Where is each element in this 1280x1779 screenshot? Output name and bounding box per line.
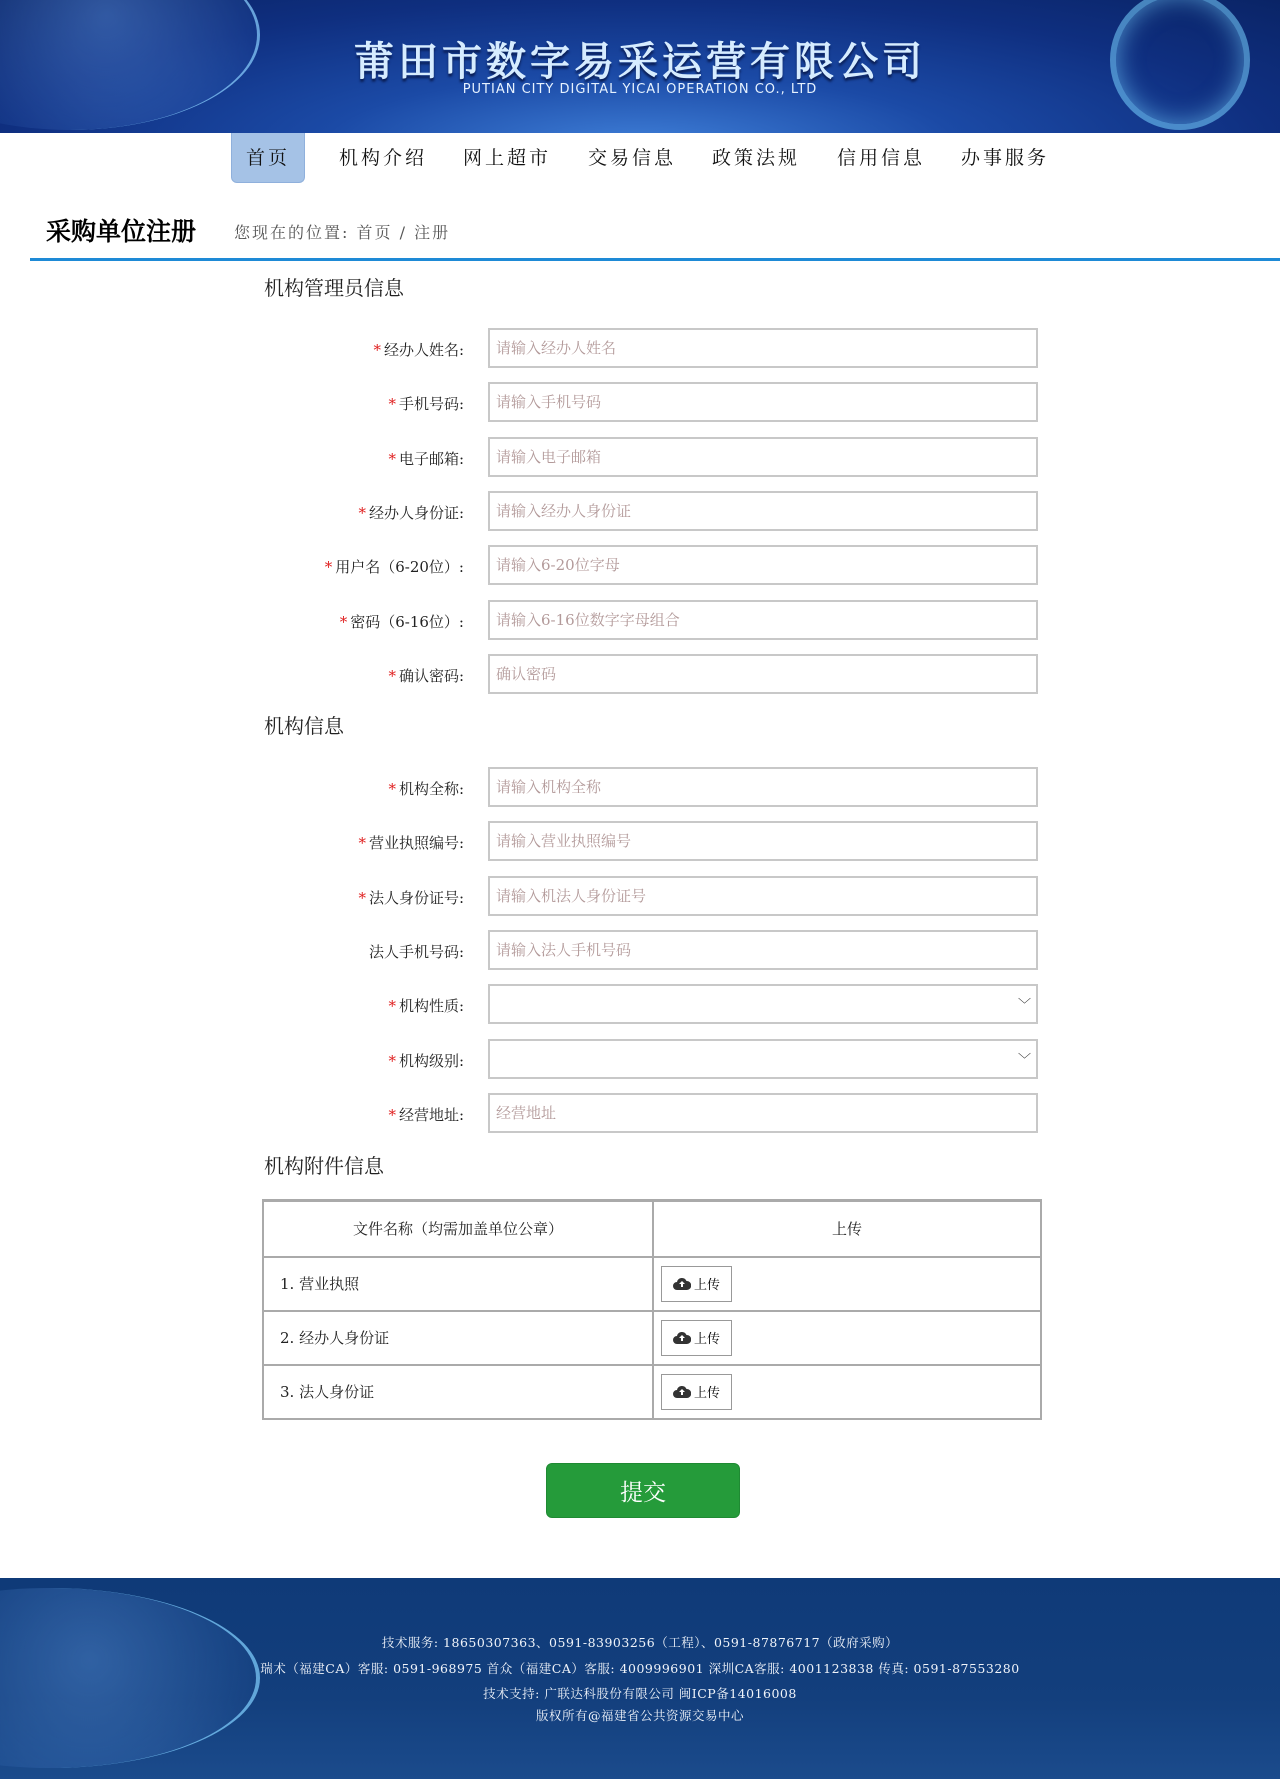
table-row [263,1311,1041,1365]
breadcrumb-path[interactable]: 首页 / 注册 [356,223,451,242]
nav-services[interactable]: 办事服务 [960,147,1049,169]
file-name: 2. 经办人身份证 [263,1311,653,1365]
page-title: 采购单位注册 [46,217,197,246]
input-placeholder: 请输入经办人姓名 [496,339,617,357]
upload-label: 上传 [694,1332,721,1347]
input-placeholder: 请输入6-16位数字字母组合 [496,611,680,629]
field-label-text: 法人手机号码: [368,943,464,961]
required-asterisk: * [388,667,396,685]
field-label-text: 经办人姓名: [383,341,464,359]
text-input[interactable] [488,876,1038,916]
table-header-row [263,1201,1041,1257]
company-subtitle: PUTIAN CITY DIGITAL YICAI OPERATION CO., LTD [462,82,818,97]
field-label [369,941,464,962]
nav-home[interactable]: 首页 [231,133,305,183]
required-asterisk: * [388,450,396,468]
required-asterisk: * [388,780,396,798]
footer [0,1578,1280,1779]
header-banner [0,0,1280,133]
field-label-text: 机构全称: [398,780,464,798]
footer-copyright: 版权所有@福建省公共资源交易中心 [535,1708,744,1723]
upload-label: 上传 [694,1386,721,1401]
attachments-table [262,1199,1042,1420]
field-label [388,995,464,1016]
input-placeholder: 请输入机法人身份证号 [496,887,647,905]
company-title: 莆田市数字易采运营有限公司 [354,39,926,85]
footer-tech-service: 技术服务: 18650307363、0591-83903256（工程）、0591-87876717（政府采购） [381,1635,899,1650]
title-divider [30,258,1280,261]
section-org-title: 机构信息 [264,714,344,738]
nav-supermarket[interactable]: 网上超市 [462,147,551,169]
nav-about[interactable]: 机构介绍 [338,147,427,169]
input-placeholder: 请输入法人手机号码 [496,941,632,959]
field-label-text: 经办人身份证: [368,504,464,522]
text-input[interactable] [488,491,1038,531]
input-placeholder: 请输入手机号码 [496,393,602,411]
field-label [373,339,464,360]
text-input[interactable] [488,654,1038,694]
field-label-text: 用户名（6-20位）: [335,558,464,576]
upload-button[interactable] [661,1374,732,1410]
field-label [388,778,464,799]
field-label [388,393,464,414]
required-asterisk: * [358,889,366,907]
nav-policy[interactable]: 政策法规 [711,147,800,169]
field-label-text: 确认密码: [398,667,464,685]
field-label [388,448,464,469]
text-input[interactable] [488,930,1038,970]
select-field[interactable] [488,1039,1038,1079]
main-nav [0,133,1280,185]
nav-credit[interactable]: 信用信息 [836,147,925,169]
required-asterisk: * [339,613,348,631]
input-placeholder: 确认密码 [496,665,557,683]
input-placeholder: 请输入6-20位字母 [496,556,620,574]
breadcrumb [234,220,450,243]
field-label [388,665,464,686]
cloud-upload-icon [673,1385,691,1399]
required-asterisk: * [388,997,396,1015]
required-asterisk: * [358,504,366,522]
footer-tech-support: 技术支持: 广联达科股份有限公司 闽ICP备14016008 [483,1686,797,1701]
text-input[interactable] [488,382,1038,422]
text-input[interactable] [488,328,1038,368]
text-input[interactable] [488,437,1038,477]
input-placeholder: 请输入电子邮箱 [496,448,602,466]
upload-label: 上传 [694,1278,721,1293]
text-input[interactable] [488,1093,1038,1133]
cloud-upload-icon [673,1331,691,1345]
file-name: 3. 法人身份证 [263,1365,653,1419]
field-label [358,502,464,523]
field-label [325,556,464,577]
cloud-upload-icon [673,1277,691,1291]
input-placeholder: 请输入营业执照编号 [496,832,632,850]
field-label-text: 经营地址: [398,1106,464,1124]
footer-ca-service: 瑞术（福建CA）客服: 0591-968975 首众（福建CA）客服: 4009996901 深圳CA客服: 4001123838 传真: 0591-87553280 [260,1661,1020,1676]
field-label-text: 营业执照编号: [368,834,464,852]
text-input[interactable] [488,545,1038,585]
table-row [263,1257,1041,1311]
breadcrumb-prefix: 您现在的位置: [234,223,350,242]
chevron-down-icon: ﹀ [1018,1053,1032,1068]
field-label-text: 机构性质: [398,997,464,1015]
field-label-text: 法人身份证号: [368,889,464,907]
text-input[interactable] [488,821,1038,861]
required-asterisk: * [358,834,366,852]
field-label [340,611,464,632]
select-field[interactable] [488,984,1038,1024]
upload-button[interactable] [661,1266,732,1302]
field-label-text: 密码（6-16位）: [350,613,464,631]
field-label-text: 电子邮箱: [398,450,464,468]
col-upload: 上传 [653,1201,1041,1257]
field-label [358,887,464,908]
col-file-name: 文件名称（均需加盖单位公章） [263,1201,653,1257]
upload-button[interactable] [661,1320,732,1356]
field-label-text: 机构级别: [398,1052,464,1070]
text-input[interactable] [488,767,1038,807]
field-label [388,1104,464,1125]
section-attach-title: 机构附件信息 [264,1154,384,1178]
table-row [263,1365,1041,1419]
chevron-down-icon: ﹀ [1018,998,1032,1013]
input-placeholder: 请输入机构全称 [496,778,602,796]
globe-decoration [0,1588,260,1768]
input-placeholder: 经营地址 [496,1104,557,1122]
required-asterisk: * [324,558,333,576]
submit-button[interactable]: 提交 [546,1463,740,1518]
field-label [358,832,464,853]
text-input[interactable] [488,600,1038,640]
required-asterisk: * [373,341,381,359]
field-label [388,1050,464,1071]
input-placeholder: 请输入经办人身份证 [496,502,632,520]
nav-trade-info[interactable]: 交易信息 [587,147,676,169]
required-asterisk: * [388,1106,396,1124]
required-asterisk: * [388,395,396,413]
section-admin-title: 机构管理员信息 [264,276,404,300]
file-name: 1. 营业执照 [263,1257,653,1311]
field-label-text: 手机号码: [398,395,464,413]
required-asterisk: * [388,1052,396,1070]
